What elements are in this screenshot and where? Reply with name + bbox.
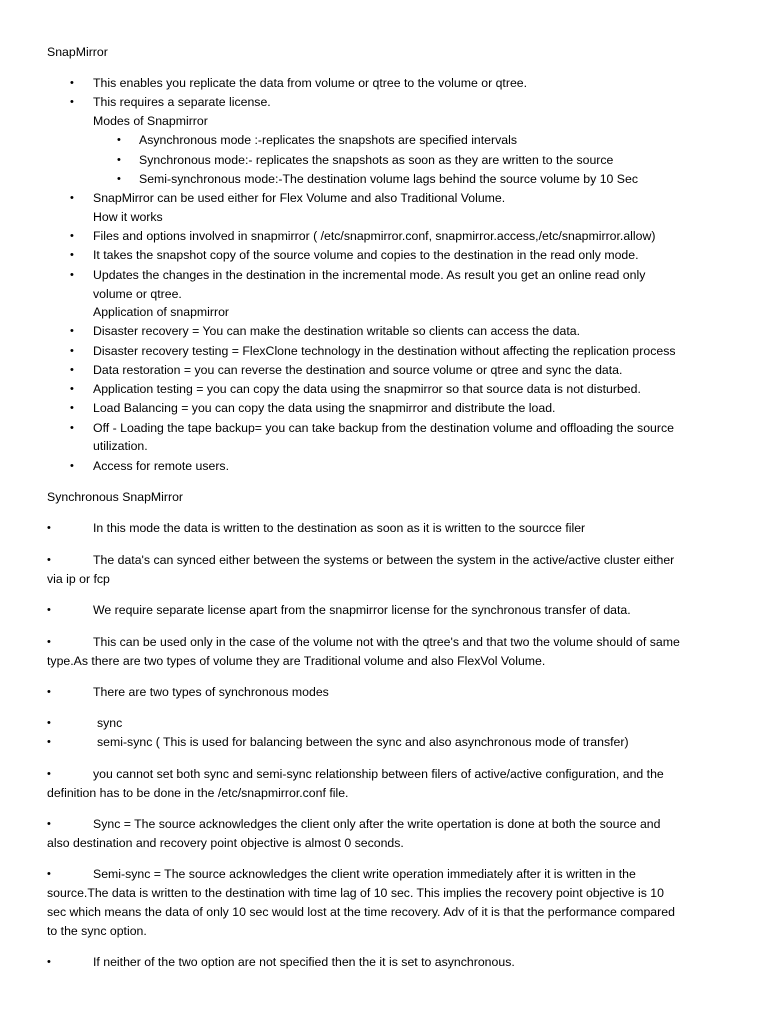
list-item: Data restoration = you can reverse the destination and source volume or qtree and sync the data.	[93, 363, 623, 377]
bullet: •	[47, 768, 51, 780]
bullet: •	[70, 460, 74, 472]
list-item: Disaster recovery testing = FlexClone technology in the destination without affecting the replication process	[93, 344, 676, 358]
list-item: Asynchronous mode :-replicates the snapshots are specified intervals	[139, 133, 517, 147]
list-item: Off - Loading the tape backup= you can take backup from the destination volume and offloading the source	[93, 421, 674, 435]
bullet: •	[70, 230, 74, 242]
paragraph-line: Semi-sync = The source acknowledges the client write operation immediately after it is written in the	[93, 867, 636, 881]
bullet: •	[70, 402, 74, 414]
paragraph-line: Sync = The source acknowledges the client only after the write opertation is done at both the source and	[93, 817, 661, 831]
bullet: •	[70, 192, 74, 204]
list-item: Synchronous mode:- replicates the snapshots as soon as they are written to the source	[139, 153, 614, 167]
paragraph-line: via ip or fcp	[47, 572, 110, 586]
bullet: •	[47, 818, 51, 830]
bullet: •	[70, 422, 74, 434]
bullet: •	[70, 345, 74, 357]
paragraph-line: to the sync option.	[47, 924, 147, 938]
list-item: Access for remote users.	[93, 459, 229, 473]
list-item: This requires a separate license.	[93, 95, 271, 109]
list-item: SnapMirror can be used either for Flex Volume and also Traditional Volume.	[93, 191, 506, 205]
paragraph-line: sec which means the data of only 10 sec would lost at the time recovery. Adv of it is that the performance compared	[47, 905, 675, 919]
list-item: It takes the snapshot copy of the source volume and copies to the destination in the read only mode.	[93, 248, 639, 262]
section-heading-synchronous: Synchronous SnapMirror	[47, 490, 184, 504]
subheading-modes: Modes of Snapmirror	[93, 114, 208, 128]
bullet: •	[47, 554, 51, 566]
paragraph-line: sync	[97, 716, 123, 730]
list-item: Load Balancing = you can copy the data using the snapmirror and distribute the load.	[93, 401, 556, 415]
paragraph-line: This can be used only in the case of the volume not with the qtree's and that two the volume should of same	[93, 635, 680, 649]
bullet: •	[47, 604, 51, 616]
list-item-continuation: utilization.	[93, 439, 148, 453]
bullet: •	[70, 96, 74, 108]
bullet: •	[47, 636, 51, 648]
bullet: •	[117, 134, 121, 146]
bullet: •	[47, 736, 51, 748]
paragraph-line: We require separate license apart from the snapmirror license for the synchronous transfer of data.	[93, 603, 631, 617]
list-item: Disaster recovery = You can make the destination writable so clients can access the data.	[93, 324, 581, 338]
list-item: Semi-synchronous mode:-The destination volume lags behind the source volume by 10 Sec	[139, 172, 638, 186]
paragraph-line: also destination and recovery point objective is almost 0 seconds.	[47, 836, 404, 850]
bullet: •	[47, 717, 51, 729]
bullet: •	[70, 269, 74, 281]
bullet: •	[47, 686, 51, 698]
list-item: Updates the changes in the destination in the incremental mode. As result you get an online read only	[93, 268, 646, 282]
paragraph-line: There are two types of synchronous modes	[93, 685, 329, 699]
bullet: •	[117, 154, 121, 166]
bullet: •	[47, 956, 51, 968]
paragraph-line: definition has to be done in the /etc/snapmirror.conf file.	[47, 786, 349, 800]
section-heading-snapmirror: SnapMirror	[47, 45, 108, 59]
bullet: •	[47, 522, 51, 534]
paragraph-line: type.As there are two types of volume they are Traditional volume and also FlexVol Volume.	[47, 654, 546, 668]
paragraph-line: semi-sync ( This is used for balancing between the sync and also asynchronous mode of transfer)	[97, 735, 629, 749]
list-item: Files and options involved in snapmirror ( /etc/snapmirror.conf, snapmirror.access,/etc/snapmirror.allow)	[93, 229, 656, 243]
paragraph-line: The data's can synced either between the systems or between the system in the active/active cluster either	[93, 553, 675, 567]
list-item-continuation: volume or qtree.	[93, 287, 182, 301]
paragraph-line: you cannot set both sync and semi-sync relationship between filers of active/active configuration, and the	[93, 767, 664, 781]
paragraph-line: In this mode the data is written to the destination as soon as it is written to the sourcce filer	[93, 521, 586, 535]
subheading-application: Application of snapmirror	[93, 305, 230, 319]
list-item: This enables you replicate the data from volume or qtree to the volume or qtree.	[93, 76, 528, 90]
bullet: •	[47, 868, 51, 880]
bullet: •	[70, 249, 74, 261]
list-item: Application testing = you can copy the data using the snapmirror so that source data is not disturbed.	[93, 382, 641, 396]
paragraph-line: If neither of the two option are not specified then the it is set to asynchronous.	[93, 955, 515, 969]
bullet: •	[70, 383, 74, 395]
bullet: •	[70, 77, 74, 89]
subheading-how-it-works: How it works	[93, 210, 163, 224]
bullet: •	[70, 325, 74, 337]
bullet: •	[117, 173, 121, 185]
bullet: •	[70, 364, 74, 376]
paragraph-line: source.The data is written to the destination with time lag of 10 sec. This implies the recovery point objective is 10	[47, 886, 664, 900]
